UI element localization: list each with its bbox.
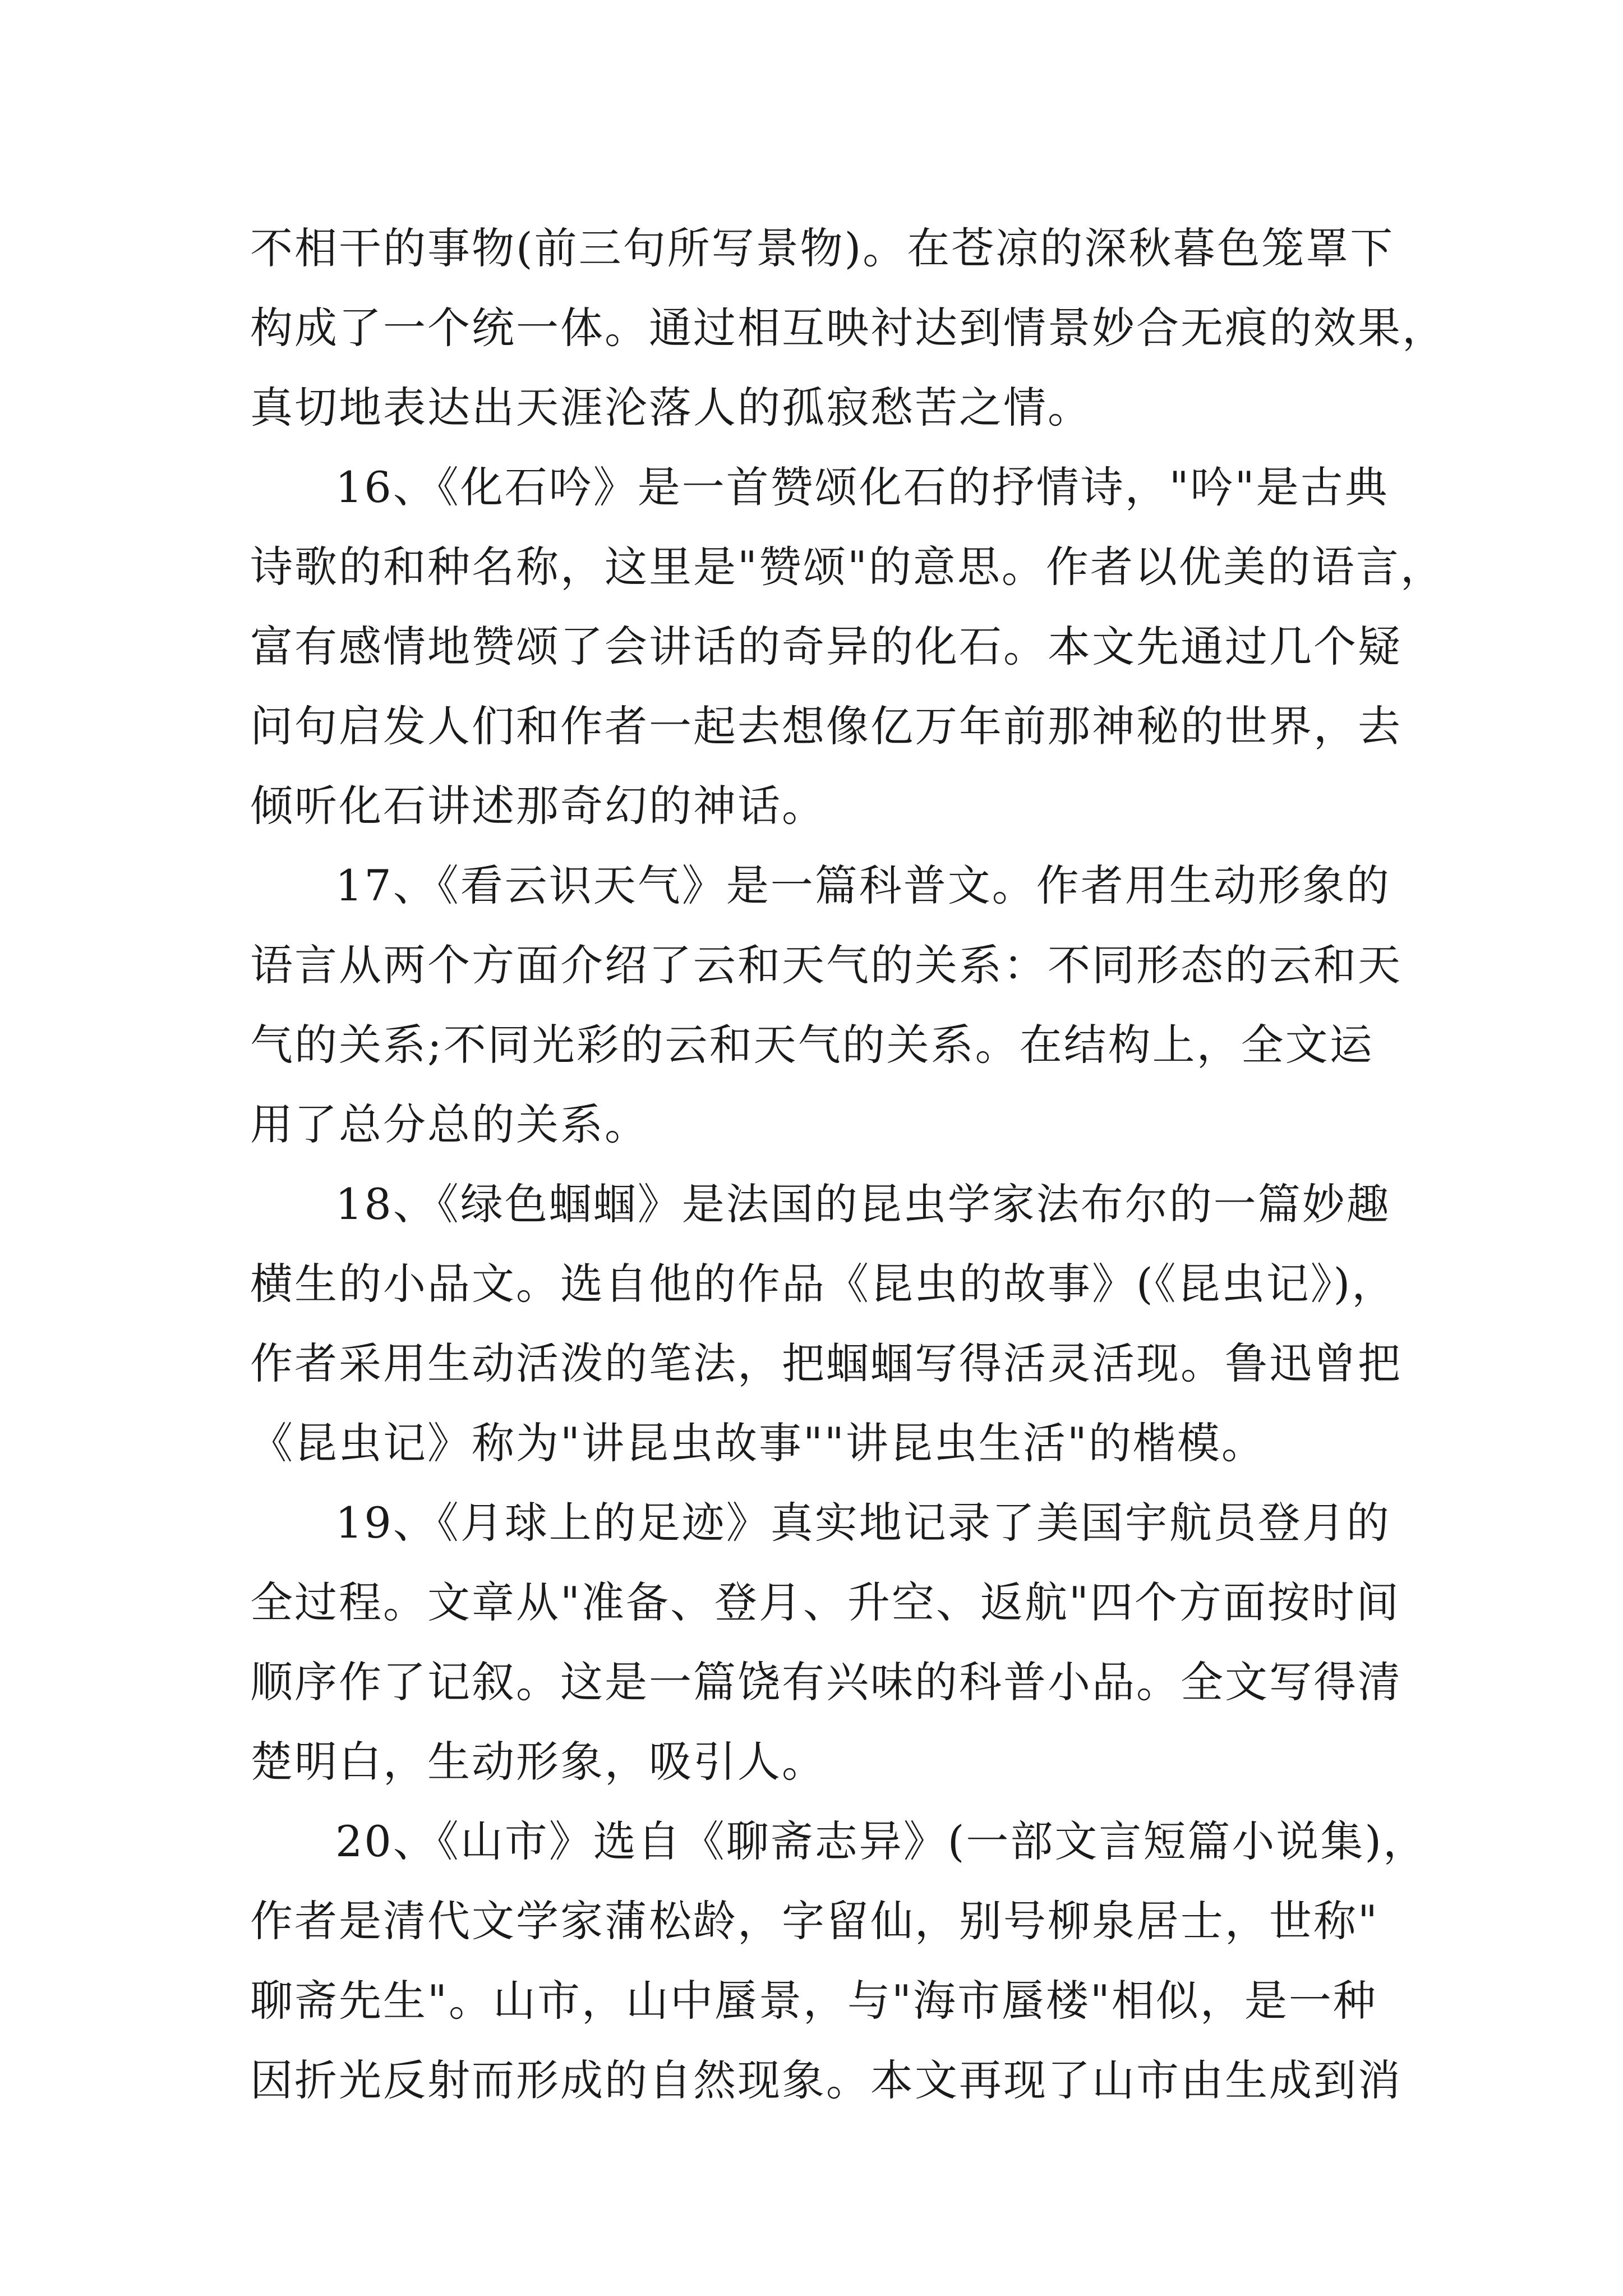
text-line: 聊斋先生"。山市，山中蜃景，与"海市蜃楼"相似，是一种 [250,1976,1377,2026]
text-line: 真切地表达出天涯沦落人的孤寂愁苦之情。 [250,383,1092,432]
text-line: 不相干的事物(前三句所写景物)。在苍凉的深秋暮色笼罩下 [250,223,1395,273]
text-line: 语言从两个方面介绍了云和天气的关系：不同形态的云和天 [250,940,1402,990]
paragraph-18-first-line: 18、《绿色蝈蝈》是法国的昆虫学家法布尔的一篇妙趣 [335,1179,1391,1229]
text-line: 顺序作了记叙。这是一篇饶有兴味的科普小品。全文写得清 [250,1657,1402,1707]
paragraph-17-first-line: 17、《看云识天气》是一篇科普文。作者用生动形象的 [335,861,1391,910]
text-line: 横生的小品文。选自他的作品《昆虫的故事》(《昆虫记》)， [250,1259,1396,1309]
text-line: 诗歌的和种名称，这里是"赞颂"的意思。作者以优美的语言， [250,542,1445,592]
text-line: 全过程。文章从"准备、登月、升空、返航"四个方面按时间 [250,1577,1400,1627]
body-text [250,209,1446,2120]
text-line: 楚明白，生动形象，吸引人。 [250,1737,826,1787]
text-line: 作者采用生动活泼的笔法，把蝈蝈写得活灵活现。鲁迅曾把 [250,1338,1402,1388]
text-line: 《昆虫记》称为"讲昆虫故事""讲昆虫生活"的楷模。 [250,1418,1266,1468]
text-line: 倾听化石讲述那奇幻的神话。 [250,781,826,831]
paragraph-20-first-line: 20、《山市》选自《聊斋志异》(一部文言短篇小说集)， [335,1816,1428,1866]
text-line: 气的关系;不同光彩的云和天气的关系。在结构上，全文运 [250,1020,1374,1070]
text-line: 富有感情地赞颂了会讲话的奇异的化石。本文先通过几个疑 [250,622,1402,671]
text-line: 构成了一个统一体。通过相互映衬达到情景妙合无痕的效果， [250,303,1446,353]
text-line: 用了总分总的关系。 [250,1099,649,1149]
text-line: 作者是清代文学家蒲松龄，字留仙，别号柳泉居士，世称" [250,1896,1379,1946]
text-line: 因折光反射而形成的自然现象。本文再现了山市由生成到消 [250,2055,1402,2105]
paragraph-16-first-line: 16、《化石吟》是一首赞颂化石的抒情诗，"吟"是古典 [335,462,1389,512]
paragraph-19-first-line: 19、《月球上的足迹》真实地记录了美国宇航员登月的 [335,1498,1391,1548]
text-line: 问句启发人们和作者一起去想像亿万年前那神秘的世界，去 [250,701,1402,751]
